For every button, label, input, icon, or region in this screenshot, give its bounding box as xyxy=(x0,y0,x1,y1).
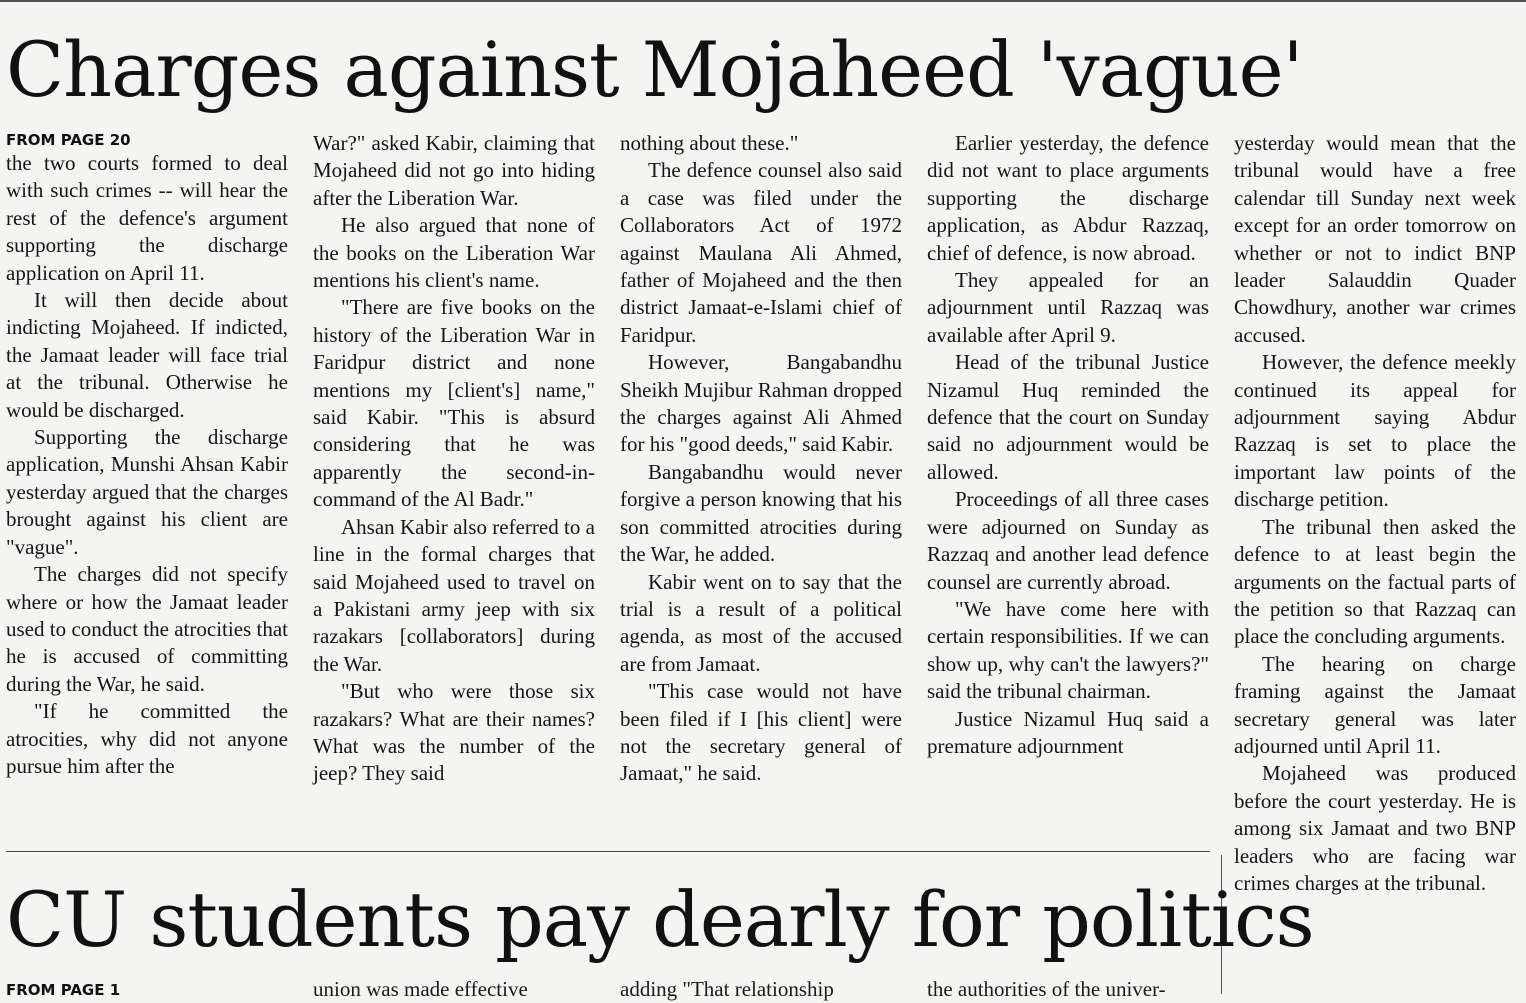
paragraph: Earlier yesterday, the defence did not want to place arguments supporting the discharge application, as Abdur Razzaq, chief of defence, is now abroad. xyxy=(927,131,1209,265)
paragraph: the two courts formed to deal with such crimes -- will hear the rest of the defence's argument supporting the discharge application on April 11. xyxy=(6,151,288,285)
story1-headline: Charges against Mojaheed 'vague' xyxy=(6,25,1303,114)
top-rule xyxy=(0,0,1526,2)
story1-column-2 xyxy=(313,130,595,788)
paragraph: Bangabandhu would never forgive a person knowing that his son committed atrocities during the War, he added. xyxy=(620,459,902,567)
story1-column-5 xyxy=(1234,130,1516,897)
paragraph: He also argued that none of the books on the Liberation War mentions his client's name. xyxy=(313,213,595,293)
paragraph: "But who were those six razakars? What are their names? What was the number of the jeep? They said xyxy=(313,679,595,786)
paragraph: "We have come here with certain responsibilities. If we can show up, why can't the lawyers?" said the tribunal chairman. xyxy=(927,596,1209,704)
story1-kicker: FROM PAGE 20 xyxy=(6,131,131,149)
paragraph: However, the defence meekly continued its appeal for adjournment saying Abdur Razzaq is set to place the important law points of the discharge petition. xyxy=(1234,350,1516,512)
paragraph: "If he committed the atrocities, why did not anyone pursue him after the xyxy=(6,699,288,778)
story1-column-3 xyxy=(620,130,902,788)
paragraph: nothing about these." xyxy=(620,131,799,155)
paragraph: It will then decide about indicting Mojaheed. If indicted, the Jamaat leader will face trial at the tribunal. Otherwise he would be discharged. xyxy=(6,288,288,422)
story2-headline: CU students pay dearly for politics xyxy=(6,875,1314,964)
paragraph: Mojaheed was produced before the court yesterday. He is among six Jamaat and two BNP leaders who are facing war crimes charges at the tribunal. xyxy=(1234,761,1516,895)
story2-column-2-start: union was made effective xyxy=(313,977,528,1001)
story1-column-4 xyxy=(927,130,1209,760)
story1-column-1 xyxy=(6,130,288,780)
paragraph: "This case would not have been filed if I [his client] were not the secretary general of Jamaat," he said. xyxy=(620,679,902,786)
paragraph: Proceedings of all three cases were adjourned on Sunday as Razzaq and another lead defence counsel are currently abroad. xyxy=(927,487,1209,594)
paragraph: War?" asked Kabir, claiming that Mojaheed did not go into hiding after the Liberation War. xyxy=(313,131,595,210)
paragraph: Ahsan Kabir also referred to a line in the formal charges that said Mojaheed used to travel on a Pakistani army jeep with six razakars [collaborators] during the War. xyxy=(313,514,595,676)
story2-column-4-start: the authorities of the univer- xyxy=(927,977,1166,1001)
story-divider xyxy=(6,851,1210,852)
paragraph: "There are five books on the history of the Liberation War in Faridpur district and none mentions my [client's] name," said Kabir. "This is absurd considering that he was apparently the second-in-command of the Al Badr." xyxy=(313,295,595,512)
paragraph: The defence counsel also said a case was filed under the Collaborators Act of 1972 against Maulana Ali Ahmed, father of Mojaheed and the then district Jamaat-e-Islami chief of Faridpur. xyxy=(620,158,902,347)
story2-kicker: FROM PAGE 1 xyxy=(6,981,121,999)
paragraph: Supporting the discharge application, Munshi Ahsan Kabir yesterday argued that the charges brought against his client are "vague". xyxy=(6,425,288,559)
story2-column-3-start: adding "That relationship xyxy=(620,977,834,1001)
paragraph: Head of the tribunal Justice Nizamul Huq reminded the defence that the court on Sunday said no adjournment would be allowed. xyxy=(927,350,1209,484)
paragraph: The hearing on charge framing against the Jamaat secretary general was later adjourned until April 11. xyxy=(1234,651,1516,758)
paragraph: Justice Nizamul Huq said a premature adjournment xyxy=(927,706,1209,758)
paragraph: However, Bangabandhu Sheikh Mujibur Rahman dropped the charges against Ali Ahmed for his "good deeds," said Kabir. xyxy=(620,350,902,457)
paragraph: yesterday would mean that the tribunal would have a free calendar till Sunday next week except for an order tomorrow on whether or not to indict BNP leader Salauddin Quader Chowdhury, another war crimes accused. xyxy=(1234,131,1516,347)
paragraph: The charges did not specify where or how the Jamaat leader used to conduct the atrocities that he is accused of committing during the War, he said. xyxy=(6,562,288,696)
paragraph: The tribunal then asked the defence to at least begin the arguments on the factual parts of the petition so that Razzaq can place the concluding arguments. xyxy=(1234,514,1516,649)
paragraph: They appealed for an adjournment until Razzaq was available after April 9. xyxy=(927,268,1209,347)
paragraph: Kabir went on to say that the trial is a result of a political agenda, as most of the accused are from Jamaat. xyxy=(620,569,902,676)
